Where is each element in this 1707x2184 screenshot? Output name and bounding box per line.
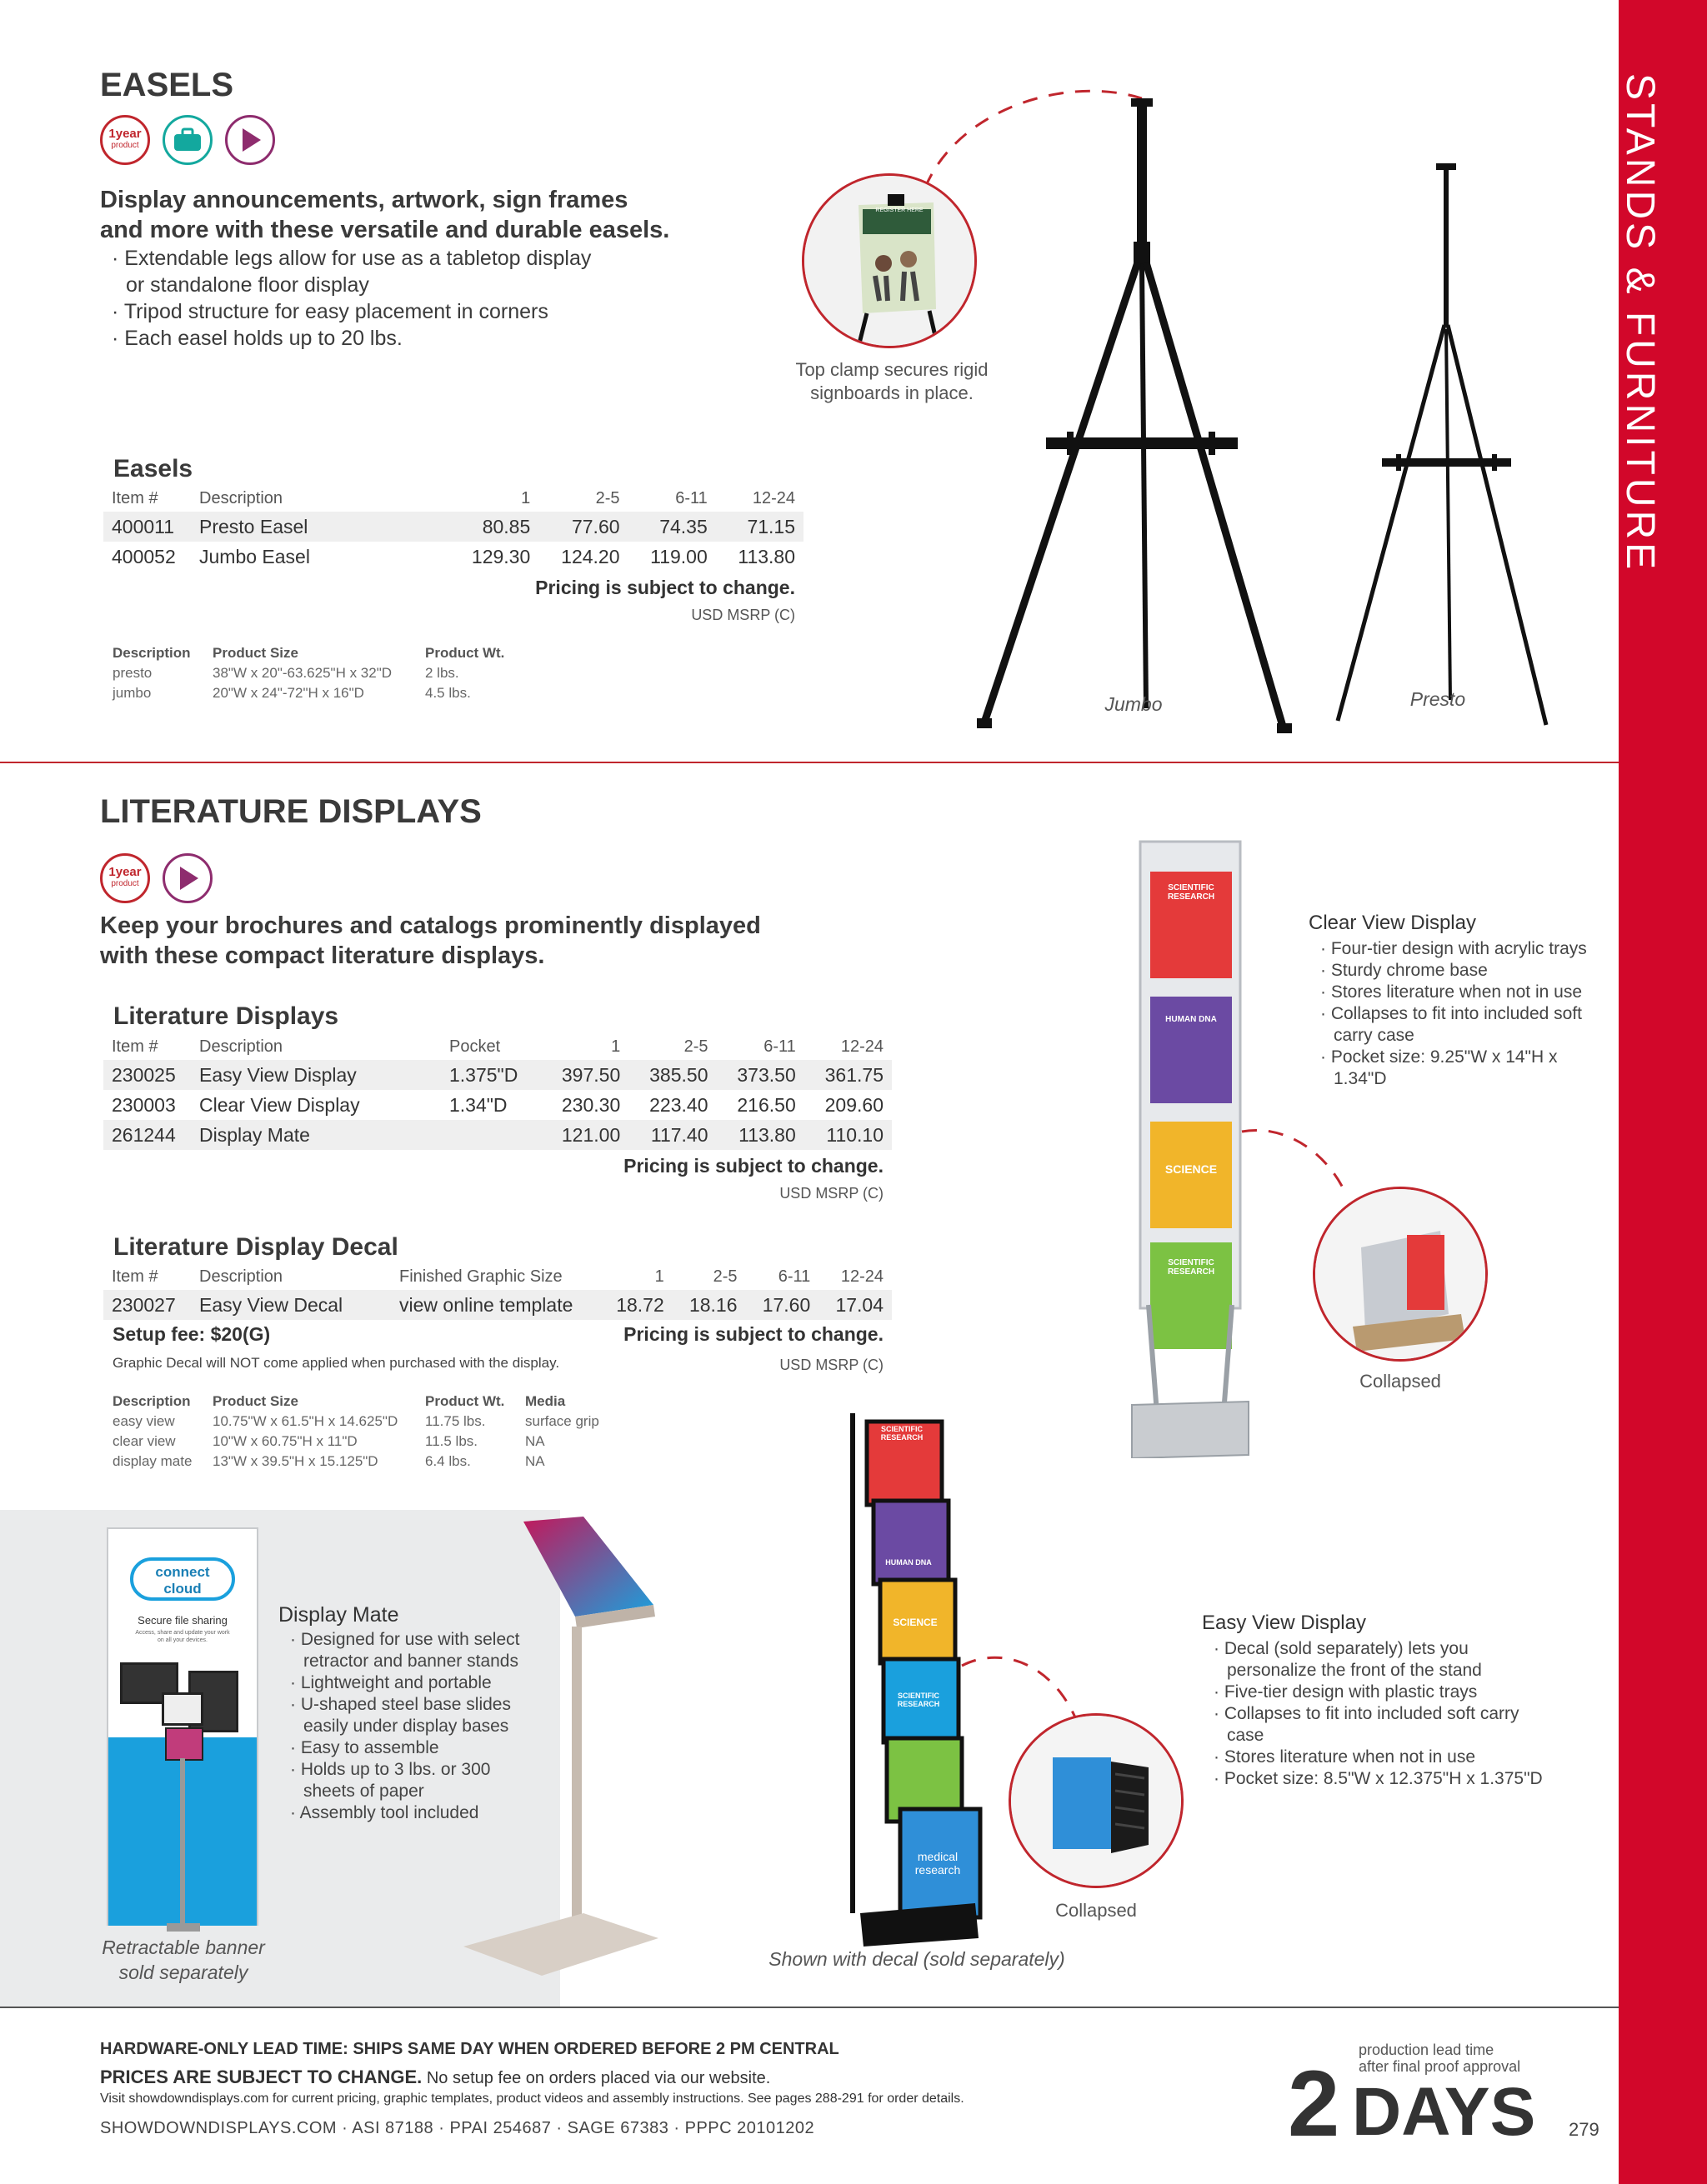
footer-divider: [0, 2007, 1619, 2008]
table-header-row: Item # Description 1 2-5 6-11 12-24: [112, 488, 795, 507]
jumbo-label: Jumbo: [1104, 693, 1163, 715]
clamp-caption: Top clamp secures rigid signboards in place.: [795, 359, 989, 403]
retractable-banner-image: connect cloud Secure file sharing Access, share and update your work on all your devices.: [107, 1527, 258, 1926]
easels-table-title: Easels: [113, 455, 193, 482]
brochure-label: SCIENTIFIC RESEARCH: [897, 1692, 940, 1708]
literature-pricing-note: Pricing is subject to change.: [623, 1155, 884, 1177]
literature-lead: Keep your brochures and catalogs prominently displayed with these compact literature displays.: [100, 912, 761, 969]
video-play-icon[interactable]: [225, 115, 275, 165]
easels-lead: Display announcements, artwork, sign frames and more with these versatile and durable easels.: [100, 187, 670, 243]
section-divider: [0, 762, 1619, 763]
literature-price-table: [103, 1033, 892, 1150]
presto-label: Presto: [1409, 688, 1466, 710]
decal-price-table: [103, 1263, 892, 1320]
easy-view-decal-caption: Shown with decal (sold separately): [768, 1948, 1065, 1970]
carry-case-icon: [163, 115, 213, 165]
production-lead-time-label: production lead time after final proof approval: [1359, 2042, 1521, 2075]
display-mate-pole: [167, 1758, 200, 1942]
table-row: easy view 10.75"W x 61.5"H x 14.625"D 11.75 lbs. surface grip: [113, 1413, 599, 1429]
decal-note: Graphic Decal will NOT come applied when purchased with the display.: [113, 1355, 560, 1371]
prices-notice: PRICES ARE SUBJECT TO CHANGE. No setup fee on orders placed via our website.: [100, 2067, 771, 2087]
clear-view-collapsed-image: [1313, 1187, 1488, 1362]
callout-dashed-arc: [959, 1646, 1084, 1721]
display-mate-stand-image: [458, 1513, 667, 1980]
1year-warranty-icon: 1year product: [100, 115, 150, 165]
literature-spec-table: Description Product Size Product Wt. Media easy view 10.75"W x 61.5"H x 14.625"D 11.75 lbs. surface grip clear view 10"W x 60.75"H x 11"D 11.5 lbs. NA display mate 13"W x 39.5"H x 15.125"D 6.4 lbs. NA: [113, 1393, 613, 1472]
easels-heading: EASELS: [100, 67, 234, 103]
brochure-label: medical research: [914, 1850, 961, 1877]
callout-dashed-arc: [1239, 1123, 1355, 1198]
table-row: 230027 Easy View Decal view online template 18.72 18.16 17.60 17.04: [103, 1290, 892, 1320]
table-row: 400052 Jumbo Easel 129.30 124.20 119.00 113.80: [112, 545, 795, 567]
easels-pricing-note: Pricing is subject to change.: [535, 577, 795, 598]
lead-time-notice: HARDWARE-ONLY LEAD TIME: SHIPS SAME DAY WHEN ORDERED BEFORE 2 PM CENTRAL: [100, 2040, 839, 2058]
table-header-row: Item # Description Finished Graphic Size 1 2-5 6-11 12-24: [112, 1267, 884, 1286]
table-row: jumbo 20"W x 24"-72"H x 16"D 4.5 lbs.: [113, 685, 471, 701]
easy-view-info: Easy View Display · Decal (sold separately) lets you personalize the front of the stand · Five-tier design with plastic trays · Collapses to fit into included soft carry case · Stores literature when not in use · Pocket size: 8.5"W x 12.375"H x 1.375"D: [1202, 1612, 1552, 1790]
brochure-label: SCIENTIFIC RESEARCH: [1167, 1258, 1215, 1277]
easels-bullets: · Extendable legs allow for use as a tabletop display or standalone floor display · Tripod structure for easy placement in corners · Each easel holds up to 20 lbs.: [112, 247, 592, 350]
table-row: 230003 Clear View Display 1.34"D 230.30 223.40 216.50 209.60: [112, 1093, 884, 1116]
table-row: 261244 Display Mate 121.00 117.40 113.80 110.10: [103, 1120, 892, 1150]
easy-view-collapsed-caption: Collapsed: [1055, 1900, 1137, 1921]
clear-view-title: Clear View Display: [1309, 912, 1476, 934]
easy-view-collapsed-image: [1009, 1713, 1184, 1888]
literature-heading: LITERATURE DISPLAYS: [100, 793, 482, 830]
easels-price-table: [103, 485, 803, 572]
brochure-label: SCIENCE: [893, 1617, 938, 1628]
table-row: presto 38"W x 20"-63.625"H x 32"D 2 lbs.: [113, 665, 459, 681]
decal-pricing-note: Pricing is subject to change.: [623, 1323, 884, 1345]
page-number: 279: [1569, 2119, 1599, 2140]
days-number: 2: [1288, 2052, 1340, 2156]
easels-usd-note: USD MSRP (C): [691, 607, 795, 623]
presto-easel-image: [1325, 158, 1567, 733]
easels-spec-table: Description Product Size Product Wt. presto 38"W x 20"-63.625"H x 32"D 2 lbs. jumbo 20"W x 24"-72"H x 16"D 4.5 lbs.: [113, 645, 518, 703]
brochure-label: SCIENTIFIC RESEARCH: [880, 1425, 924, 1442]
table-row: clear view 10"W x 60.75"H x 11"D 11.5 lbs. NA: [113, 1433, 545, 1449]
clear-view-display-image: [1124, 838, 1257, 1458]
video-play-icon[interactable]: [163, 853, 213, 903]
brochure-label: SCIENTIFIC RESEARCH: [1167, 883, 1215, 902]
table-header-row: Item # Description Pocket 1 2-5 6-11 12-24: [112, 1037, 884, 1056]
decal-table-title: Literature Display Decal: [113, 1233, 398, 1261]
clear-view-collapsed-caption: Collapsed: [1359, 1371, 1441, 1392]
decal-usd-note: USD MSRP (C): [779, 1357, 884, 1373]
footer-codes: SHOWDOWNDISPLAYS.COM · ASI 87188 · PPAI 254687 · SAGE 67383 · PPPC 20101202: [100, 2119, 815, 2137]
brochure-label: HUMAN DNA: [885, 1558, 932, 1567]
brochure-label: SCIENCE: [1164, 1162, 1218, 1176]
register-sign-text: REGISTER HERE: [875, 207, 924, 213]
clear-view-info: Clear View Display · Four-tier design with acrylic trays · Sturdy chrome base · Stores literature when not in use · Collapses to fit into included soft carry case · Pocket size: 9.25"W x 14"H x 1.34"D: [1309, 912, 1600, 1090]
sidebar-title: STANDS & FURNITURE: [1618, 73, 1662, 573]
days-word: DAYS: [1352, 2074, 1536, 2150]
table-row: 400011 Presto Easel 80.85 77.60 74.35 71.15: [103, 512, 803, 542]
brochure-label: HUMAN DNA: [1165, 1015, 1217, 1024]
banner-caption: Retractable banner sold separately: [102, 1937, 265, 1983]
jumbo-easel-image: [967, 92, 1317, 742]
table-row: 230025 Easy View Display 1.375"D 397.50 385.50 373.50 361.75: [103, 1060, 892, 1090]
easy-view-title: Easy View Display: [1202, 1612, 1366, 1634]
table-row: display mate 13"W x 39.5"H x 15.125"D 6.4 lbs. NA: [113, 1453, 545, 1469]
1year-warranty-icon: 1year product: [100, 853, 150, 903]
display-mate-info: Display Mate · Designed for use with select retractor and banner stands · Lightweight and portable · U-shaped steel base slides easily under display bases · Easy to assemble · Holds up to 3 lbs. or 300 sheets of paper · Assembly tool included: [278, 1603, 528, 1824]
visit-notice: Visit showdowndisplays.com for current pricing, graphic templates, product videos and assembly instructions. See pages 288-291 for order details.: [100, 2092, 964, 2106]
literature-usd-note: USD MSRP (C): [779, 1185, 884, 1202]
display-mate-title: Display Mate: [278, 1603, 399, 1627]
setup-fee: Setup fee: $20(G): [113, 1323, 271, 1345]
literature-table-title: Literature Displays: [113, 1002, 339, 1030]
clamp-detail-image: [802, 173, 977, 348]
